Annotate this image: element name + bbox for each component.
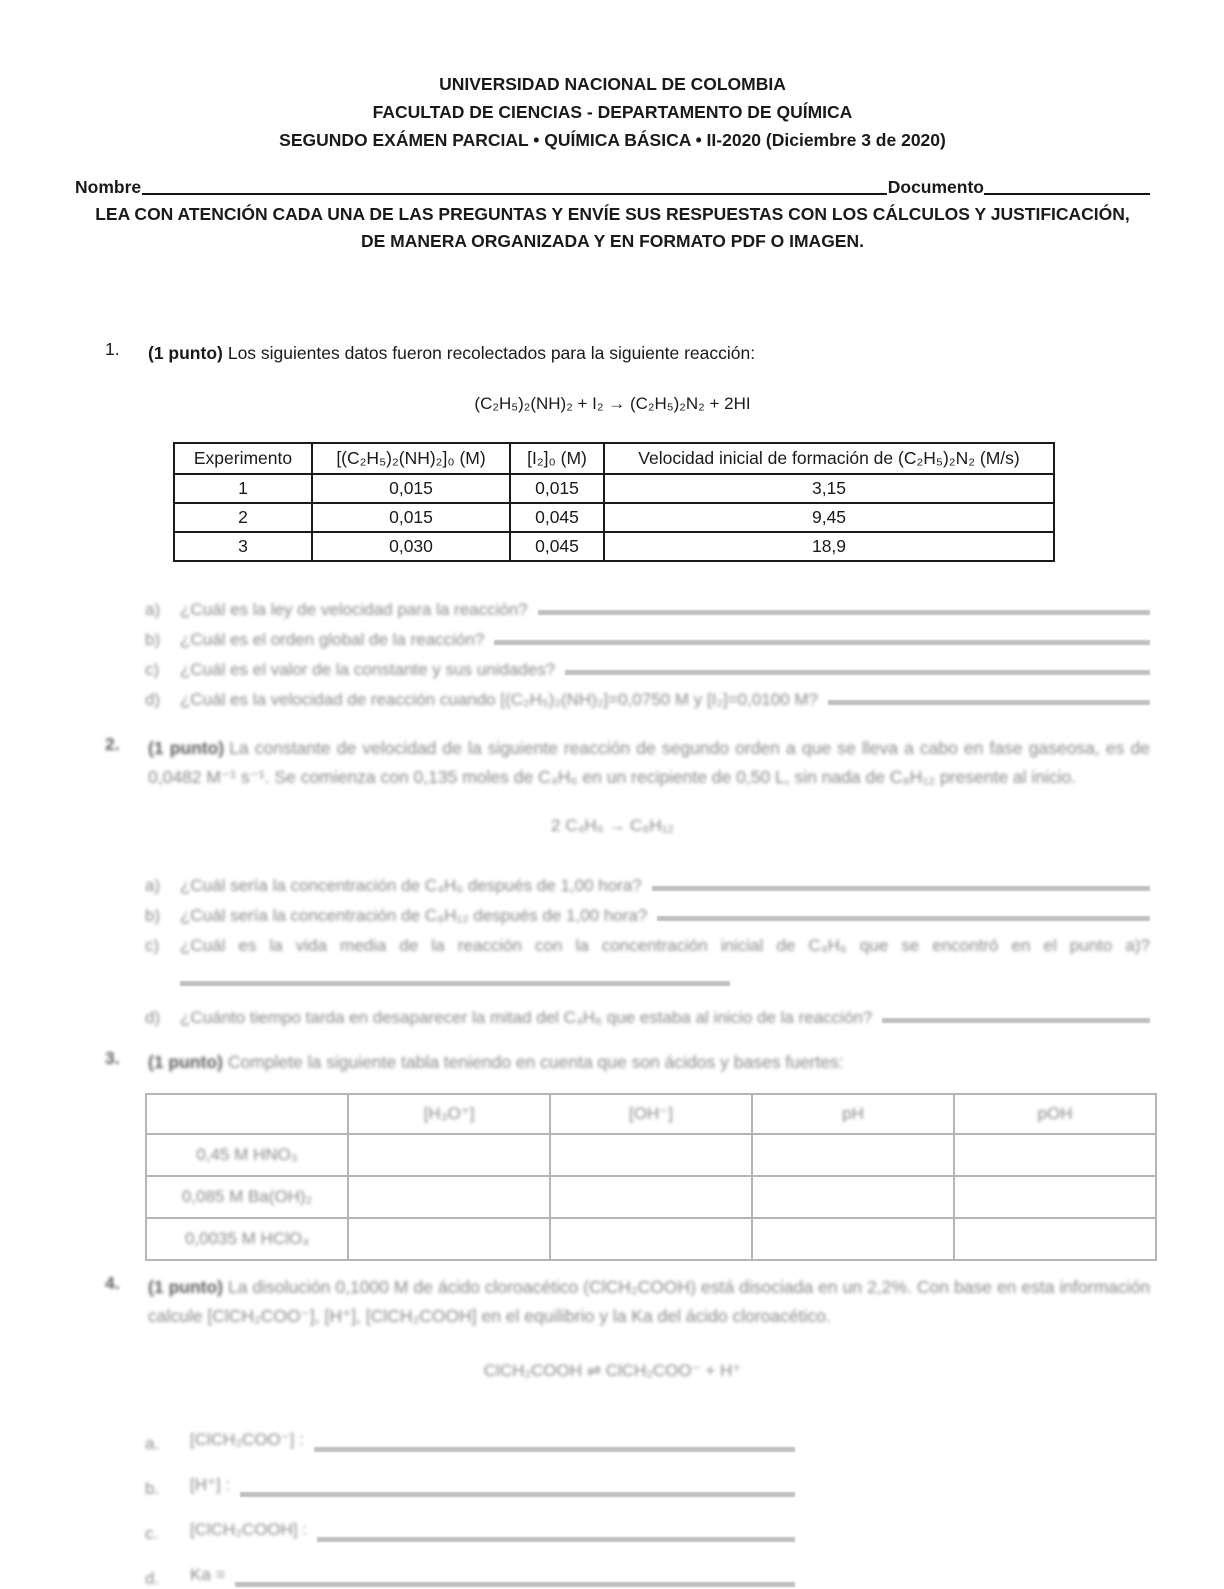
item-label: d) bbox=[145, 1008, 161, 1027]
answer-line bbox=[494, 640, 1150, 645]
col-ph: pH bbox=[752, 1094, 954, 1134]
name-label: Nombre bbox=[75, 177, 142, 197]
blank-cell bbox=[954, 1218, 1156, 1260]
item-label: a. bbox=[145, 1434, 160, 1453]
cell: 18,9 bbox=[604, 532, 1054, 561]
document-label: Documento bbox=[887, 177, 984, 197]
col-initial-rate: Velocidad inicial de formación de (C₂H₅)₂N₂ (M/s) bbox=[604, 443, 1054, 474]
cell: 0,030 bbox=[312, 532, 510, 561]
instructions-line1: LEA CON ATENCIÓN CADA UNA DE LAS PREGUNTAS Y ENVÍE SUS RESPUESTAS CON LOS CÁLCULOS Y JUSTIFICACIÓN, bbox=[95, 204, 1130, 224]
cell: 0,045 bbox=[510, 532, 604, 561]
question-1-subitems bbox=[75, 590, 1150, 710]
question-4-number: 4. bbox=[105, 1273, 120, 1293]
col-experimento: Experimento bbox=[174, 443, 312, 474]
answer-line bbox=[828, 700, 1150, 705]
exam-title: SEGUNDO EXÁMEN PARCIAL • QUÍMICA BÁSICA • II-2020 (Diciembre 3 de 2020) bbox=[279, 130, 946, 150]
cell: 0,045 bbox=[510, 503, 604, 532]
name-blank-line bbox=[142, 193, 887, 195]
blank-cell bbox=[954, 1134, 1156, 1176]
table-header-row bbox=[174, 443, 1054, 474]
col-hydroxide: [OH⁻] bbox=[550, 1094, 752, 1134]
item-text: [ClCH₂COOH] : bbox=[190, 1520, 308, 1539]
document-blank-line bbox=[984, 193, 1150, 195]
acid-base-table bbox=[145, 1093, 1157, 1261]
question-1-number: 1. bbox=[105, 339, 120, 359]
item-text: ¿Cuál es el orden global de la reacción? bbox=[180, 630, 485, 649]
list-item bbox=[145, 926, 1150, 956]
table-row bbox=[146, 1134, 1156, 1176]
kinetics-data-table bbox=[173, 442, 1055, 562]
question-4-subitems bbox=[75, 1409, 1150, 1589]
question-4-statement: La disolución 0,1000 M de ácido cloroacético (ClCH₂COOH) está disociada en un 2,2%. Con base en esta información calcule [ClCH₂COO⁻], [H⁺], [ClCH₂COOH] en el equilibrio y la Ka del ácido cloroacético. bbox=[148, 1277, 1150, 1326]
list-item bbox=[145, 1499, 1150, 1544]
item-text: ¿Cuál es el valor de la constante y sus unidades? bbox=[180, 660, 556, 679]
cell: 9,45 bbox=[604, 503, 1054, 532]
list-item bbox=[145, 998, 1150, 1028]
item-label: b) bbox=[145, 906, 161, 925]
item-text: ¿Cuál es la velocidad de reacción cuando [(C₂H₅)₂(NH)₂]=0,0750 M y [I₂]=0,0100 M? bbox=[180, 690, 818, 709]
university-title: UNIVERSIDAD NACIONAL DE COLOMBIA bbox=[439, 74, 786, 94]
col-poh: pOH bbox=[954, 1094, 1156, 1134]
col-iodine-conc: [I₂]₀ (M) bbox=[510, 443, 604, 474]
blank-cell bbox=[752, 1176, 954, 1218]
document-header bbox=[75, 70, 1150, 154]
cell: 3 bbox=[174, 532, 312, 561]
col-empty bbox=[146, 1094, 348, 1134]
instructions-line2: DE MANERA ORGANIZADA Y EN FORMATO PDF O IMAGEN. bbox=[361, 231, 864, 251]
list-item bbox=[145, 866, 1150, 896]
list-item bbox=[145, 1454, 1150, 1499]
answer-line bbox=[240, 1492, 795, 1497]
item-text: [H⁺] : bbox=[190, 1475, 231, 1494]
table-header-row bbox=[146, 1094, 1156, 1134]
question-2 bbox=[75, 734, 1150, 792]
item-label: a) bbox=[145, 876, 161, 895]
item-text: [ClCH₂COO⁻] : bbox=[190, 1430, 304, 1449]
cell: 0,015 bbox=[312, 474, 510, 503]
question-3-statement: Complete la siguiente tabla teniendo en cuenta que son ácidos y bases fuertes: bbox=[227, 1052, 844, 1072]
item-label: b) bbox=[145, 630, 161, 649]
table-row bbox=[174, 474, 1054, 503]
answer-line bbox=[565, 670, 1150, 675]
question-1-text bbox=[148, 339, 1150, 368]
question-2-number: 2. bbox=[105, 734, 120, 754]
list-item bbox=[145, 620, 1150, 650]
question-4 bbox=[75, 1273, 1150, 1331]
blank-cell bbox=[752, 1218, 954, 1260]
reaction-equation-1: (C₂H₅)₂(NH)₂ + I₂ → (C₂H₅)₂N₂ + 2HI bbox=[474, 394, 751, 413]
blank-cell bbox=[550, 1218, 752, 1260]
exam-instructions bbox=[75, 201, 1150, 255]
faculty-subtitle: FACULTAD DE CIENCIAS - DEPARTAMENTO DE QUÍMICA bbox=[372, 102, 853, 122]
blank-cell bbox=[550, 1134, 752, 1176]
item-label: c) bbox=[145, 660, 160, 679]
cell: 1 bbox=[174, 474, 312, 503]
answer-line bbox=[180, 981, 730, 986]
table-row bbox=[174, 532, 1054, 561]
answer-line bbox=[314, 1447, 795, 1452]
list-item bbox=[145, 680, 1150, 710]
blank-cell bbox=[348, 1176, 550, 1218]
blank-cell bbox=[752, 1134, 954, 1176]
question-3-text bbox=[148, 1048, 1150, 1077]
list-item bbox=[145, 650, 1150, 680]
table-row bbox=[146, 1218, 1156, 1260]
list-item bbox=[145, 590, 1150, 620]
question-4-points: (1 punto) bbox=[148, 1277, 223, 1297]
item-label: c. bbox=[145, 1524, 159, 1543]
blank-cell bbox=[954, 1176, 1156, 1218]
col-hydronium: [H₃O⁺] bbox=[348, 1094, 550, 1134]
item-text: ¿Cuál es la ley de velocidad para la reacción? bbox=[180, 600, 528, 619]
table-row bbox=[146, 1176, 1156, 1218]
question-2-statement: La constante de velocidad de la siguiente reacción de segundo orden a que se lleva a cabo en fase gaseosa, es de 0,0482 M⁻¹ s⁻¹. Se comienza con 0,135 moles de C₄H₆ en un recipiente de 0,50 L, sin nada de C₈H₁₂ presente al inicio. bbox=[148, 738, 1150, 787]
answer-line bbox=[317, 1537, 795, 1542]
list-item bbox=[145, 1409, 1150, 1454]
item-label: d. bbox=[145, 1569, 160, 1588]
question-3-points: (1 punto) bbox=[148, 1052, 223, 1072]
blank-cell bbox=[348, 1134, 550, 1176]
answer-line bbox=[657, 916, 1150, 921]
list-item bbox=[145, 896, 1150, 926]
question-2-subitems bbox=[75, 866, 1150, 1028]
reaction-equation-2: 2 C₄H₆ → C₈H₁₂ bbox=[551, 816, 674, 835]
row-label: 0,085 M Ba(OH)₂ bbox=[146, 1176, 348, 1218]
question-1 bbox=[75, 339, 1150, 368]
item-text: Ka = bbox=[190, 1565, 226, 1584]
list-item bbox=[145, 1544, 1150, 1589]
question-2-points: (1 punto) bbox=[148, 738, 225, 758]
cell: 0,015 bbox=[510, 474, 604, 503]
question-1-points: (1 punto) bbox=[148, 343, 223, 363]
question-2-text bbox=[148, 734, 1150, 792]
item-label: b. bbox=[145, 1479, 160, 1498]
item-text: ¿Cuál sería la concentración de C₈H₁₂ después de 1,00 hora? bbox=[180, 906, 648, 925]
blank-cell bbox=[550, 1176, 752, 1218]
answer-line bbox=[882, 1018, 1150, 1023]
question-4-text bbox=[148, 1273, 1150, 1331]
item-text: ¿Cuánto tiempo tarda en desaparecer la mitad del C₄H₆ que estaba al inicio de la reacción? bbox=[180, 1008, 873, 1027]
answer-line bbox=[538, 610, 1150, 615]
item-label: d) bbox=[145, 690, 161, 709]
answer-line bbox=[652, 886, 1150, 891]
blank-cell bbox=[348, 1218, 550, 1260]
cell: 2 bbox=[174, 503, 312, 532]
answer-line bbox=[235, 1582, 795, 1587]
col-amine-conc: [(C₂H₅)₂(NH)₂]₀ (M) bbox=[312, 443, 510, 474]
table-row bbox=[174, 503, 1054, 532]
item-label: a) bbox=[145, 600, 161, 619]
item-label: c) bbox=[145, 936, 160, 955]
item-text: ¿Cuál es la vida media de la reacción con la concentración inicial de C₄H₆ que se encontró en el punto a)? bbox=[180, 936, 1150, 955]
row-label: 0,45 M HNO₃ bbox=[146, 1134, 348, 1176]
item-text: ¿Cuál sería la concentración de C₄H₆ después de 1,00 hora? bbox=[180, 876, 642, 895]
question-1-statement: Los siguientes datos fueron recolectados para la siguiente reacción: bbox=[227, 343, 756, 363]
question-3 bbox=[75, 1048, 1150, 1077]
row-label: 0,0035 M HClO₄ bbox=[146, 1218, 348, 1260]
cell: 3,15 bbox=[604, 474, 1054, 503]
question-3-number: 3. bbox=[105, 1048, 120, 1068]
name-document-row bbox=[75, 177, 1150, 198]
cell: 0,015 bbox=[312, 503, 510, 532]
reaction-equation-4: ClCH₂COOH ⇌ ClCH₂COO⁻ + H⁺ bbox=[483, 1361, 742, 1380]
